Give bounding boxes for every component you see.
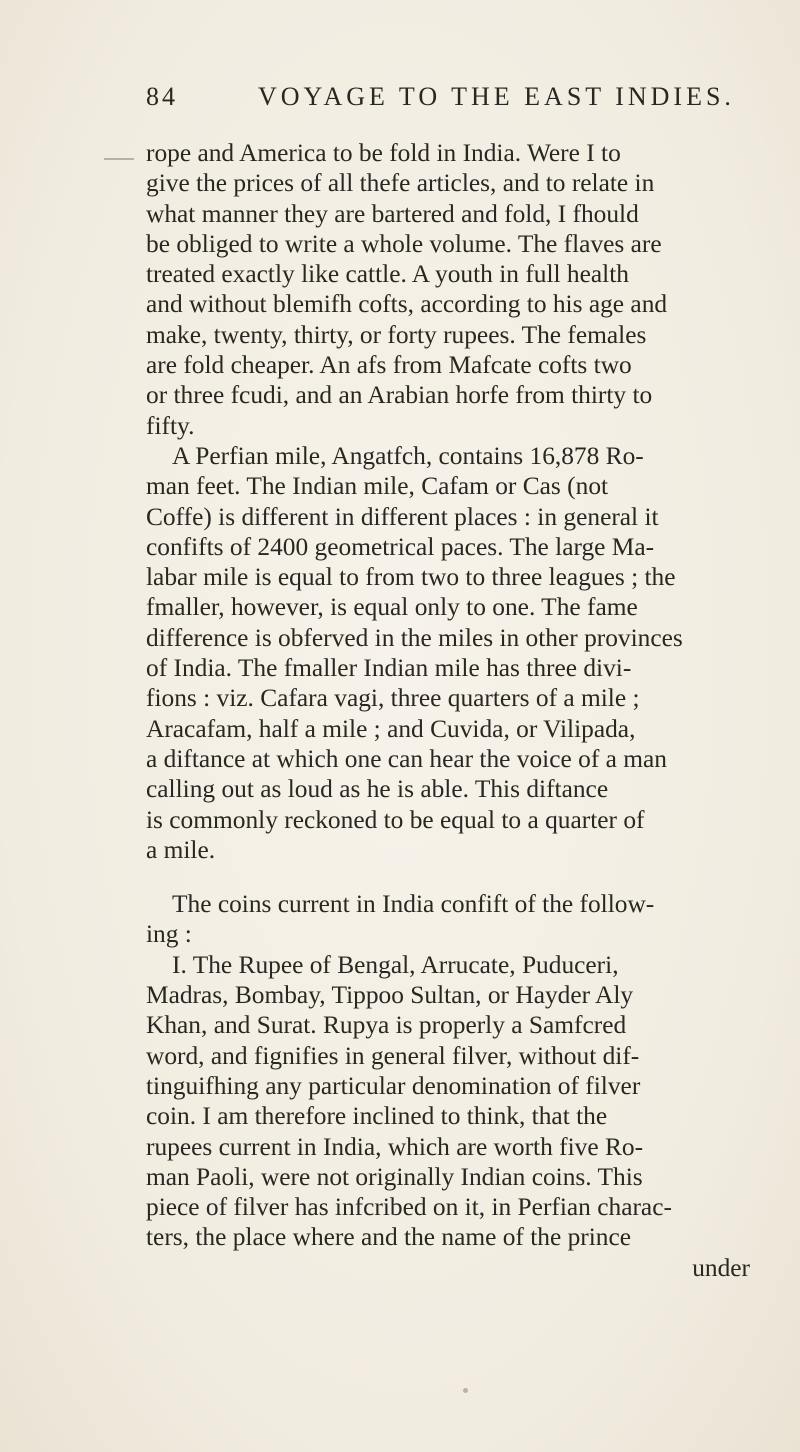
text-line: fmaller, however, is equal only to one. The fame	[146, 593, 638, 622]
running-head-title: VOYAGE TO THE EAST INDIES.	[258, 82, 735, 111]
text-line: of India. The fmaller Indian mile has three divi-	[146, 654, 632, 683]
text-line: fions : viz. Cafara vagi, three quarters of a mile ;	[146, 684, 640, 713]
paragraph	[146, 889, 750, 950]
text-line: difference is obferved in the miles in other provinces	[146, 623, 683, 652]
text-line: Khan, and Surat. Rupya is properly a Samfcred	[146, 1011, 627, 1040]
text-line: is commonly reckoned to be equal to a quarter of	[146, 805, 645, 834]
text-line: tinguifhing any particular denomination of filver	[146, 1071, 641, 1100]
paragraph	[146, 950, 750, 1253]
text-line: be obliged to write a whole volume. The flaves are	[146, 229, 662, 258]
text-line: labar mile is equal to from two to three leagues ; the	[146, 563, 676, 592]
text-line: piece of filver has infcribed on it, in Perfian charac-	[146, 1193, 672, 1222]
text-line: what manner they are bartered and fold, I fhould	[146, 199, 639, 228]
text-line: and without blemifh cofts, according to his age and	[146, 290, 668, 319]
text-line: rupees current in India, which are worth five Ro-	[146, 1132, 644, 1161]
text-line: ters, the place where and the name of the prince	[146, 1223, 632, 1252]
text-line: ing :	[146, 920, 192, 949]
text-line: are fold cheaper. An afs from Mafcate cofts two	[146, 351, 632, 380]
text-line: fifty.	[146, 411, 195, 440]
margin-mark	[104, 158, 134, 160]
text-line: make, twenty, thirty, or forty rupees. The females	[146, 320, 647, 349]
text-line: confifts of 2400 geometrical paces. The large Ma-	[146, 532, 655, 561]
text-line: treated exactly like cattle. A youth in full health	[146, 260, 629, 289]
text-line: Madras, Bombay, Tippoo Sultan, or Hayder Aly	[146, 981, 634, 1010]
text-line: give the prices of all thefe articles, and to relate in	[146, 169, 655, 198]
text-line: man feet. The Indian mile, Cafam or Cas (not	[146, 472, 609, 501]
text-line: I. The Rupee of Bengal, Arrucate, Puduceri,	[172, 950, 619, 979]
text-line: a mile.	[146, 835, 216, 864]
text-line: word, and fignifies in general filver, without dif-	[146, 1041, 640, 1070]
text-line: man Paoli, were not originally Indian coins. This	[146, 1162, 643, 1191]
ink-speck	[463, 1388, 468, 1393]
text-line: Coffe) is different in different places : in general it	[146, 502, 659, 531]
text-line: calling out as loud as he is able. This diftance	[146, 775, 609, 804]
text-line: A Perfian mile, Angatfch, contains 16,878 Ro-	[172, 441, 644, 470]
text-line: Aracafam, half a mile ; and Cuvida, or Vilipada,	[146, 714, 636, 743]
page-number: 84	[146, 82, 178, 111]
body-text	[146, 138, 750, 1283]
text-line: rope and America to be fold in India. Were I to	[146, 139, 621, 167]
paragraph	[146, 138, 750, 441]
text-line: The coins current in India confift of the follow-	[172, 890, 655, 919]
running-head	[146, 82, 746, 122]
text-line: coin. I am therefore inclined to think, that the	[146, 1102, 608, 1131]
catchword: under	[692, 1253, 750, 1282]
paragraph	[146, 441, 750, 865]
paragraph-gap	[146, 865, 750, 889]
text-line: or three fcudi, and an Arabian horfe from thirty to	[146, 381, 653, 410]
text-line: a diftance at which one can hear the voice of a man	[146, 744, 667, 773]
